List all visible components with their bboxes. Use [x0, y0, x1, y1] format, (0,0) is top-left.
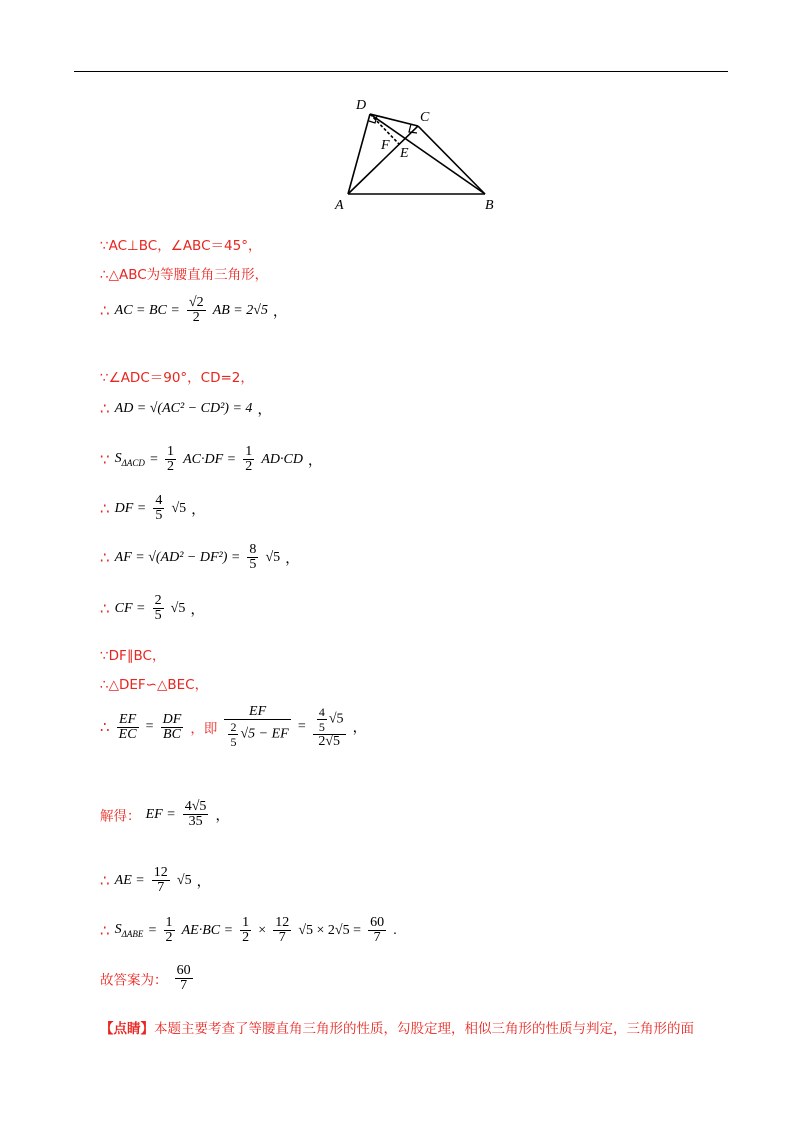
fraction: EF $\frac{2}{5}$ √5 − EF — [224, 705, 290, 749]
fraction: $\frac{1}{2}$ — [242, 915, 250, 945]
math-text: √5 × 2√5 = — [298, 922, 362, 938]
fraction: $\frac{60}{7}$ — [370, 915, 385, 945]
math-text: DF = — [114, 500, 147, 516]
text-jiede: 解得： — [100, 808, 141, 825]
math-text: AC·DF = — [183, 451, 237, 467]
math-text: = — [297, 719, 306, 734]
math-text: AD = √(AC² − CD²) = 4 — [114, 400, 253, 416]
fraction: $\frac{2}{5}$ — [154, 593, 162, 623]
fraction: $\frac{1}{2}$ — [245, 444, 253, 474]
comma: ， — [196, 874, 211, 890]
line-16 — [100, 964, 195, 993]
math-text: EF = — [145, 806, 176, 822]
math-text: $S_{\Delta ACD}$ — [114, 451, 145, 468]
comma: ， — [352, 721, 367, 736]
math-text: $S_{\Delta ABE}$ — [114, 922, 144, 939]
label-f: F — [381, 138, 390, 153]
answer-label: 故答案为： — [100, 972, 168, 989]
line-9 — [100, 594, 204, 623]
fraction: $\frac{4}{5}$ — [155, 493, 163, 523]
comma: ， — [273, 304, 288, 320]
therefore-symbol: ∴ — [100, 399, 110, 418]
fraction: $\frac{√2}{2}$ — [188, 295, 204, 325]
label-d: D — [356, 98, 367, 113]
therefore-symbol: ∴ — [100, 921, 110, 940]
math-text: AC = BC = — [114, 302, 180, 318]
therefore-symbol: ∴ — [100, 548, 110, 567]
period: . — [393, 922, 397, 938]
line-12 — [100, 705, 367, 749]
comma: ， — [257, 402, 272, 418]
math-text: × — [258, 922, 267, 938]
comma: ， — [308, 453, 323, 469]
fraction: $\frac{4}{5}$ √5 2√5 — [313, 705, 346, 749]
label-a: A — [335, 198, 344, 213]
segment-da — [348, 114, 370, 194]
geometry-figure — [330, 93, 510, 218]
math-text: = — [148, 922, 157, 938]
label-c: C — [420, 110, 430, 125]
line-13 — [100, 800, 230, 829]
math-text: √5 — [171, 500, 187, 516]
note-text: 本题主要考查了等腰直角三角形的性质，勾股定理，相似三角形的性质与判定，三角形的面 — [154, 1021, 694, 1037]
therefore-symbol: ∴ — [100, 718, 110, 736]
fraction: $\frac{1}{2}$ — [167, 444, 175, 474]
text-ji: ，即 — [190, 721, 218, 737]
segment-cb — [418, 126, 485, 194]
answer-fraction: $\frac{60}{7}$ — [176, 963, 191, 993]
line-14 — [100, 866, 211, 895]
math-text: AB = 2√5 — [212, 302, 268, 318]
line-1: ∵AC⊥BC，∠ABC＝45°， — [100, 238, 262, 254]
segment-db — [370, 114, 485, 194]
math-text: √5 — [170, 600, 186, 616]
line-5 — [100, 398, 271, 419]
therefore-symbol: ∴ — [100, 499, 110, 518]
line-10: ∵DF∥BC， — [100, 648, 166, 664]
line-11: ∴△DEF∽△BEC， — [100, 677, 209, 693]
line-3 — [100, 296, 287, 325]
fraction: $\frac{1}{2}$ — [165, 915, 173, 945]
comma: ， — [285, 551, 300, 567]
therefore-symbol: ∴ — [100, 599, 110, 618]
therefore-symbol: ∴ — [100, 301, 110, 320]
label-e: E — [400, 146, 409, 161]
therefore-symbol: ∴ — [100, 871, 110, 890]
comma: ， — [190, 602, 205, 618]
math-text: AE·BC = — [181, 922, 234, 938]
math-text: = — [150, 451, 158, 467]
fraction: $\frac{DF}{BC}$ — [162, 711, 182, 742]
line-6 — [100, 445, 322, 474]
line-7 — [100, 494, 205, 523]
math-text: CF = — [114, 600, 146, 616]
line-8 — [100, 543, 299, 572]
line-15 — [100, 916, 397, 945]
math-text: √5 — [176, 872, 192, 888]
math-text: √5 — [265, 549, 281, 565]
label-b: B — [485, 198, 494, 213]
fraction: $\frac{4√5}{35}$ — [184, 799, 207, 829]
line-2: ∴△ABC为等腰直角三角形， — [100, 267, 269, 283]
math-text: AD·CD — [261, 451, 303, 467]
line-4: ∵∠ADC＝90°，CD=2， — [100, 370, 254, 386]
fraction: $\frac{12}{7}$ — [153, 865, 168, 895]
because-symbol: ∵ — [100, 450, 110, 469]
fraction: $\frac{8}{5}$ — [249, 542, 257, 572]
math-text: AE = — [114, 872, 145, 888]
comma: ， — [191, 502, 206, 518]
header-rule — [74, 71, 728, 72]
comma: ， — [215, 808, 230, 824]
fraction: $\frac{EF}{EC}$ — [118, 711, 137, 742]
comment-note — [100, 1017, 694, 1037]
fraction: $\frac{12}{7}$ — [275, 915, 290, 945]
math-text: AF = √(AD² − DF²) = — [114, 549, 241, 565]
math-text: = — [145, 719, 154, 734]
note-bracket: 【点睛】 — [100, 1021, 154, 1037]
